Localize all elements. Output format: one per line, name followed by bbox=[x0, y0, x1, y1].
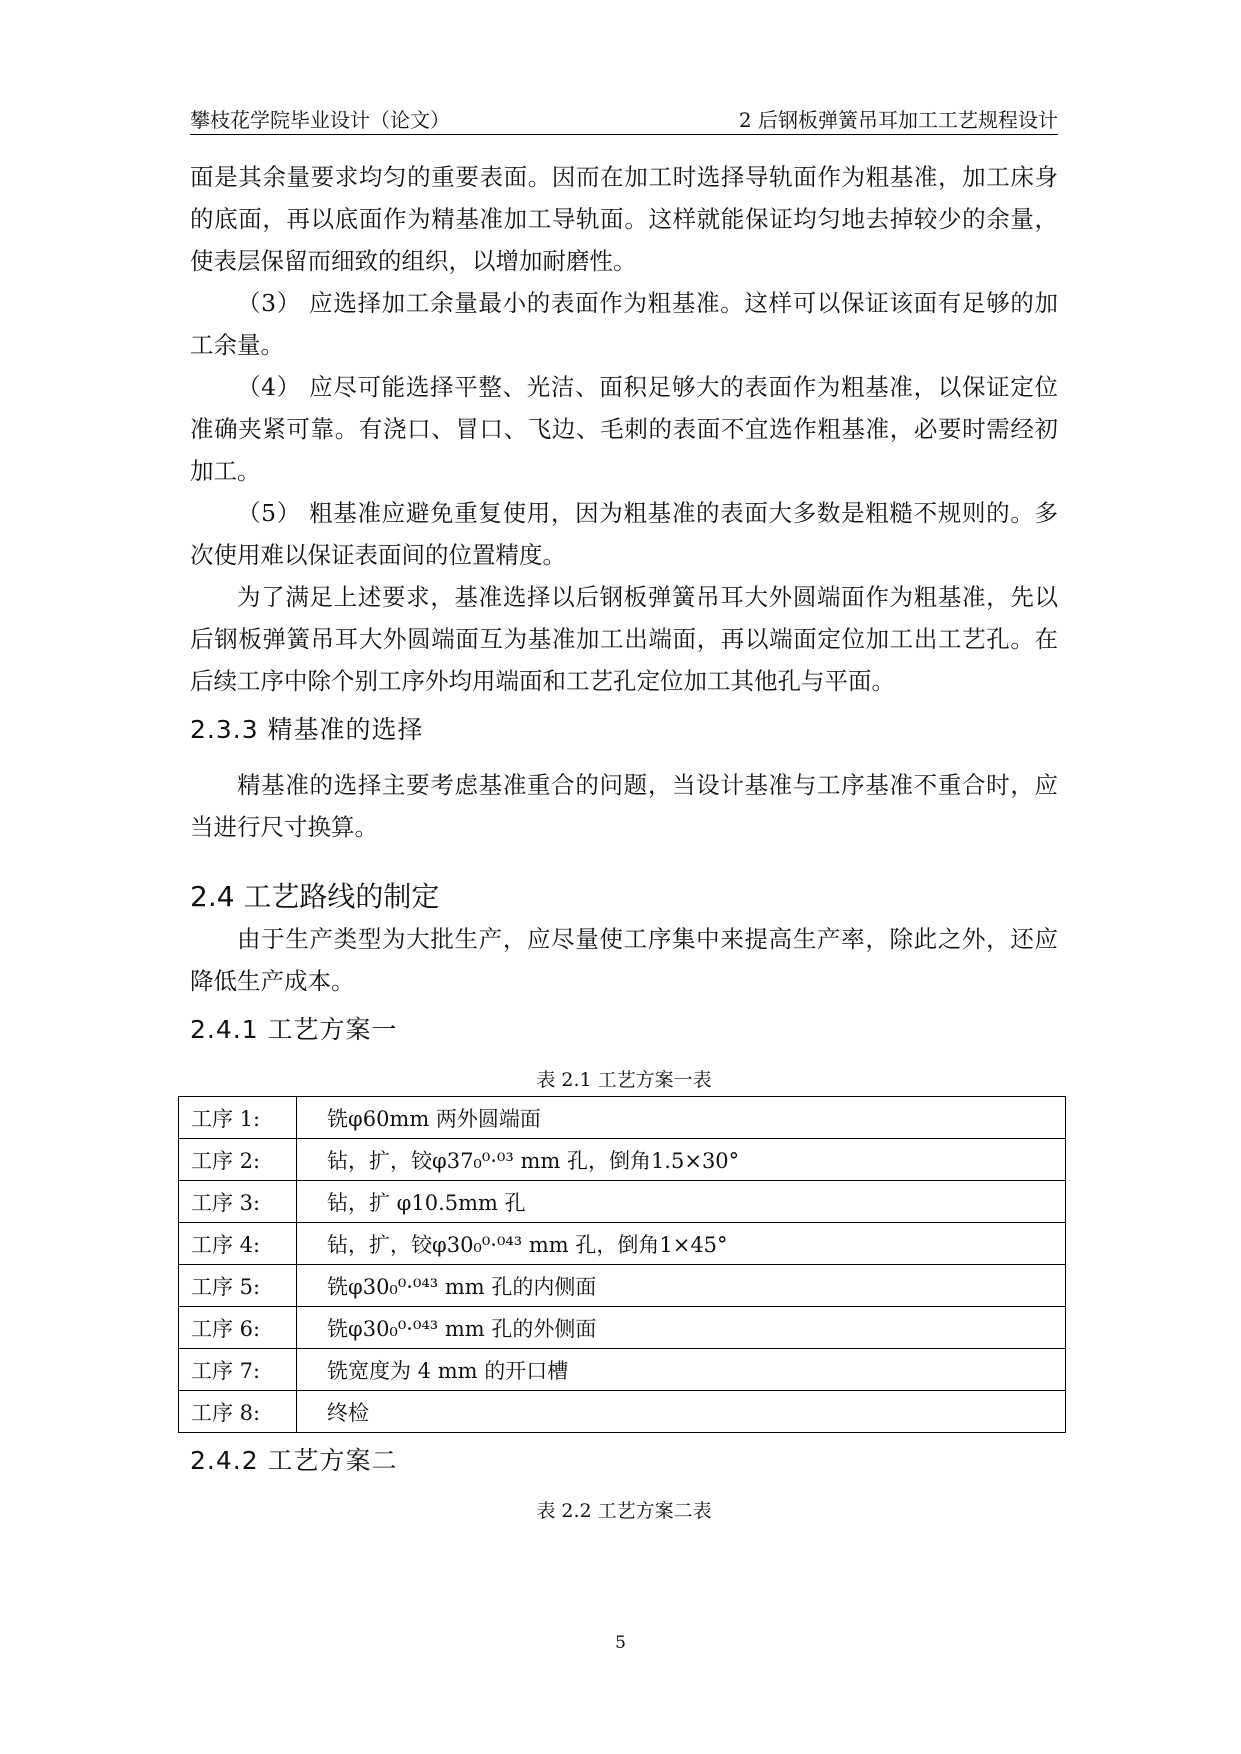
header-rule bbox=[190, 134, 1058, 135]
table-row bbox=[179, 1223, 1066, 1265]
page-number: 5 bbox=[615, 1633, 626, 1653]
table-row bbox=[179, 1181, 1066, 1223]
table-caption-2-2: 表 2.2 工艺方案二表 bbox=[536, 1500, 712, 1522]
section-heading-2-4-2: 2.4.2 工艺方案二 bbox=[190, 1446, 398, 1475]
paragraph: （4） 应尽可能选择平整、光洁、面积足够大的表面作为粗基准，以保证定位准确夹紧可靠。有浇口、冒口、飞边、毛刺的表面不宜选作粗基准，必要时需经初加工。 bbox=[190, 373, 1058, 485]
description-cell: 铣φ30₀⁰·⁰⁴³ mm 孔的内侧面 bbox=[297, 1265, 1066, 1307]
step-cell: 工序 1: bbox=[179, 1097, 297, 1139]
table-row bbox=[179, 1265, 1066, 1307]
header-left-title: 攀枝花学院毕业设计（论文） bbox=[190, 108, 450, 132]
page-header bbox=[190, 104, 1058, 134]
description-cell: 钻，扩，铰φ37₀⁰·⁰³ mm 孔，倒角1.5×30° bbox=[297, 1139, 1066, 1181]
description-cell: 铣宽度为 4 mm 的开口槽 bbox=[297, 1349, 1066, 1391]
description-cell: 铣φ30₀⁰·⁰⁴³ mm 孔的外侧面 bbox=[297, 1307, 1066, 1349]
paragraph: 精基准的选择主要考虑基准重合的问题，当设计基准与工序基准不重合时，应当进行尺寸换算。 bbox=[190, 771, 1058, 841]
step-cell: 工序 6: bbox=[179, 1307, 297, 1349]
step-cell: 工序 2: bbox=[179, 1139, 297, 1181]
table-row bbox=[179, 1391, 1066, 1433]
paragraph: 为了满足上述要求，基准选择以后钢板弹簧吊耳大外圆端面作为粗基准，先以后钢板弹簧吊耳大外圆端面互为基准加工出端面，再以端面定位加工出工艺孔。在后续工序中除个别工序外均用端面和工艺孔定位加工其他孔与平面。 bbox=[190, 583, 1058, 695]
description-cell: 钻，扩，铰φ30₀⁰·⁰⁴³ mm 孔，倒角1×45° bbox=[297, 1223, 1066, 1265]
table-row bbox=[179, 1307, 1066, 1349]
paragraph: 面是其余量要求均匀的重要表面。因而在加工时选择导轨面作为粗基准，加工床身的底面，再以底面作为精基准加工导轨面。这样就能保证均匀地去掉较少的余量，使表层保留而细致的组织，以增加耐磨性。 bbox=[190, 163, 1058, 275]
section-heading-2-4-1: 2.4.1 工艺方案一 bbox=[190, 1015, 398, 1044]
description-cell: 钻，扩 φ10.5mm 孔 bbox=[297, 1181, 1066, 1223]
paragraph: 由于生产类型为大批生产，应尽量使工序集中来提高生产率，除此之外，还应降低生产成本。 bbox=[190, 925, 1058, 995]
paragraph: （3） 应选择加工余量最小的表面作为粗基准。这样可以保证该面有足够的加工余量。 bbox=[190, 289, 1058, 359]
step-cell: 工序 4: bbox=[179, 1223, 297, 1265]
description-cell: 铣φ60mm 两外圆端面 bbox=[297, 1097, 1066, 1139]
process-table-1 bbox=[178, 1096, 1066, 1433]
table-row bbox=[179, 1139, 1066, 1181]
table-row bbox=[179, 1349, 1066, 1391]
header-right-title: 2 后钢板弹簧吊耳加工工艺规程设计 bbox=[738, 108, 1058, 132]
section-heading-2-4: 2.4 工艺路线的制定 bbox=[190, 880, 440, 913]
step-cell: 工序 8: bbox=[179, 1391, 297, 1433]
page-body bbox=[190, 156, 1058, 1527]
step-cell: 工序 3: bbox=[179, 1181, 297, 1223]
step-cell: 工序 5: bbox=[179, 1265, 297, 1307]
table-row bbox=[179, 1097, 1066, 1139]
step-cell: 工序 7: bbox=[179, 1349, 297, 1391]
paragraph: （5） 粗基准应避免重复使用，因为粗基准的表面大多数是粗糙不规则的。多次使用难以保证表面间的位置精度。 bbox=[190, 499, 1058, 569]
section-heading-2-3-3: 2.3.3 精基准的选择 bbox=[190, 715, 424, 744]
table-caption-2-1: 表 2.1 工艺方案一表 bbox=[536, 1069, 712, 1091]
description-cell: 终检 bbox=[297, 1391, 1066, 1433]
